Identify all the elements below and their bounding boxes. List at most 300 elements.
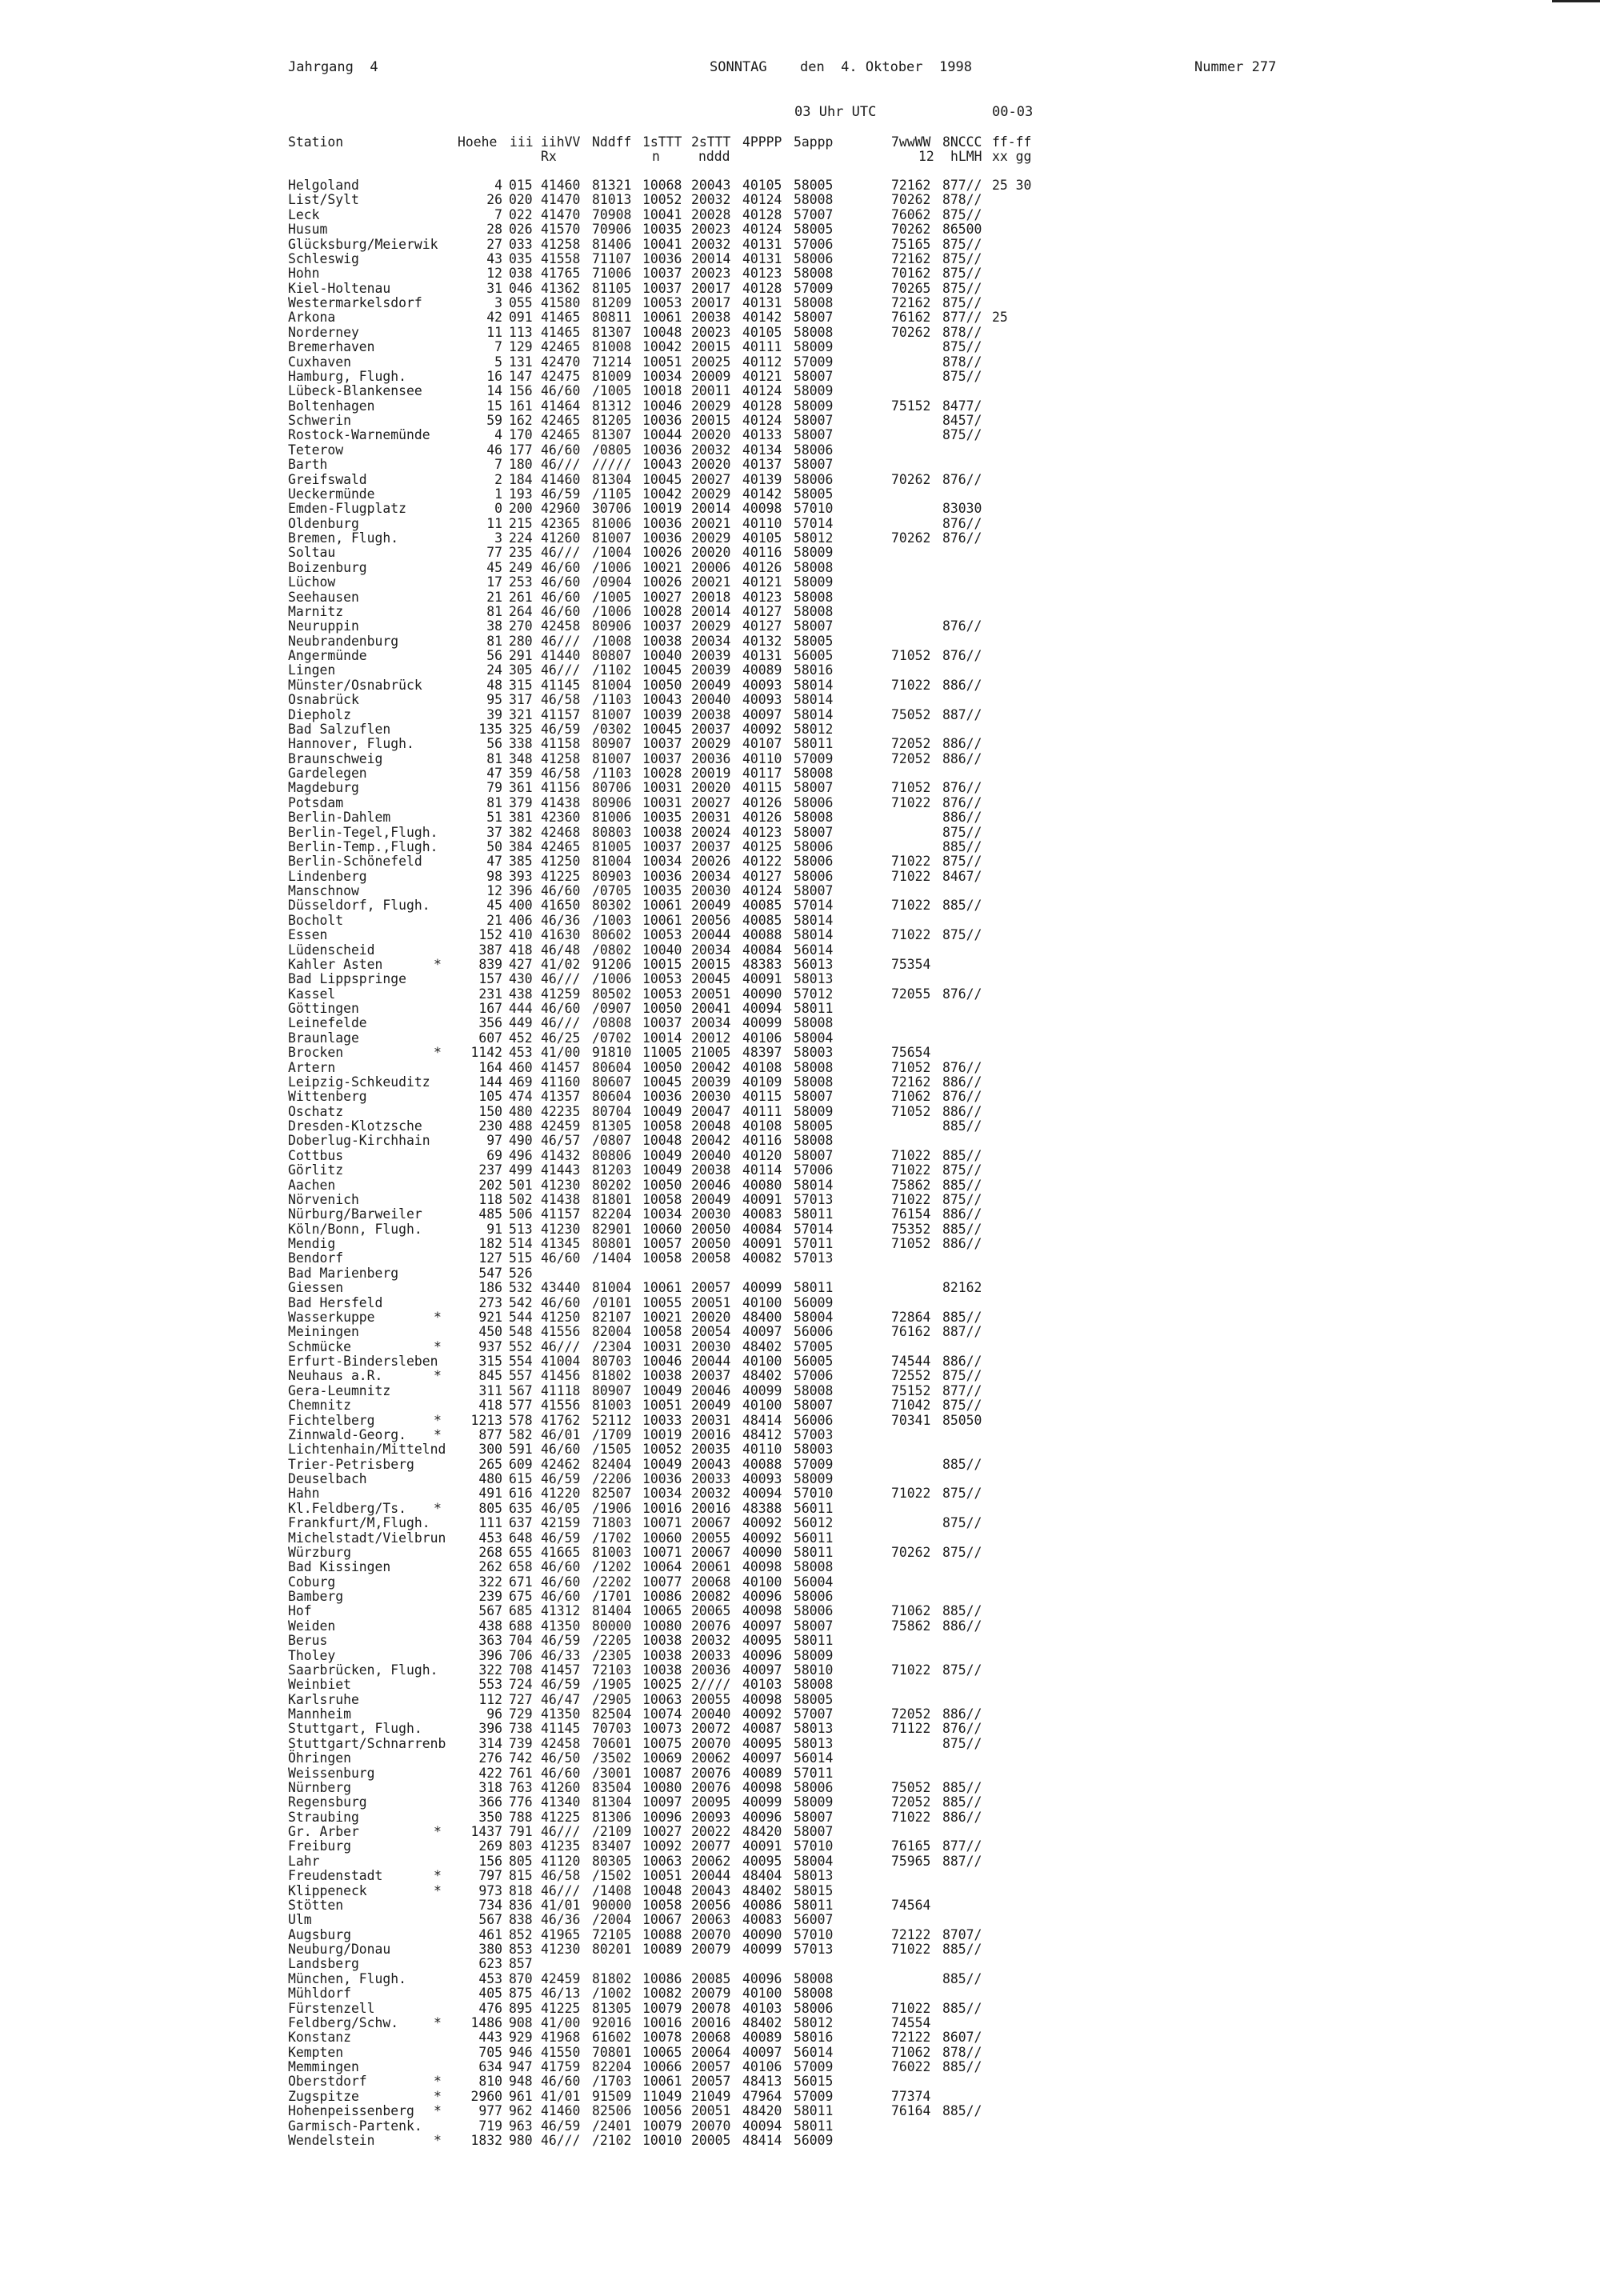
iihvv-cell: 46/47 xyxy=(541,1691,581,1707)
iii-cell: 685 xyxy=(509,1603,533,1619)
ttt2-cell: 20023 xyxy=(691,324,731,340)
appp-cell: 58007 xyxy=(794,824,834,840)
table-row xyxy=(288,222,1088,237)
nccc-cell: 887// xyxy=(942,706,982,722)
table-row xyxy=(288,870,1088,884)
ttt2-cell: 20024 xyxy=(691,824,731,840)
nccc-cell: 885// xyxy=(942,1147,982,1163)
hoehe-cell: 480 xyxy=(478,1471,502,1486)
iii-cell: 035 xyxy=(509,250,533,266)
iihvv-cell: 41460 xyxy=(541,471,581,487)
col-8nccc-sub: hLMH xyxy=(950,149,982,164)
appp-cell: 58006 xyxy=(794,442,834,458)
appp-cell: 58011 xyxy=(794,1897,834,1913)
iii-cell: 382 xyxy=(509,824,533,840)
ttt2-cell: 20014 xyxy=(691,603,731,619)
nddff-cell: 81007 xyxy=(592,706,632,722)
iii-cell: 616 xyxy=(509,1486,533,1502)
nddff-cell: /1004 xyxy=(592,545,632,561)
nddff-cell: /0101 xyxy=(592,1294,632,1310)
hoehe-cell: 1437 xyxy=(470,1824,502,1839)
nddff-cell: /1502 xyxy=(592,1868,632,1884)
iihvv-cell: 42468 xyxy=(541,824,581,840)
ttt2-cell: 20056 xyxy=(691,1897,731,1913)
ttt2-cell: 20029 xyxy=(691,736,731,752)
ttt1-cell: 10087 xyxy=(642,1765,682,1781)
nccc-cell: 885// xyxy=(942,1221,982,1237)
ttt1-cell: 10026 xyxy=(642,574,682,590)
ttt2-cell: 20044 xyxy=(691,1354,731,1369)
pppp-cell: 40095 xyxy=(742,1735,782,1751)
table-row xyxy=(288,1251,1088,1266)
iii-cell: 591 xyxy=(509,1442,533,1458)
hoehe-cell: 547 xyxy=(478,1265,502,1281)
wwww-cell: 74564 xyxy=(891,1897,931,1913)
ttt1-cell: 10073 xyxy=(642,1721,682,1737)
pppp-cell: 40097 xyxy=(742,1750,782,1766)
station-name: Schwerin xyxy=(288,413,351,428)
ttt2-cell: 20034 xyxy=(691,633,731,649)
iihvv-cell: 41/00 xyxy=(541,2014,581,2030)
pppp-cell: 48414 xyxy=(742,2132,782,2148)
iii-cell: 875 xyxy=(509,1986,533,2002)
station-name: Angermünde xyxy=(288,648,367,663)
iihvv-cell: 46/60 xyxy=(541,383,581,399)
nddff-cell: 80602 xyxy=(592,927,632,943)
station-name: Norderney xyxy=(288,324,359,340)
station-table xyxy=(288,178,1088,2148)
iii-cell: 815 xyxy=(509,1868,533,1884)
table-row xyxy=(288,1751,1088,1766)
iii-cell: 513 xyxy=(509,1221,533,1237)
table-row xyxy=(288,693,1088,707)
hoehe-cell: 118 xyxy=(478,1191,502,1207)
nccc-cell: 876// xyxy=(942,1721,982,1737)
iii-cell: 836 xyxy=(509,1897,533,1913)
ttt1-cell: 10051 xyxy=(642,1398,682,1414)
appp-cell: 57013 xyxy=(794,1250,834,1266)
iii-cell: 870 xyxy=(509,1970,533,1986)
ttt1-cell: 10050 xyxy=(642,1177,682,1193)
iihvv-cell: 41145 xyxy=(541,677,581,693)
ttt1-cell: 10097 xyxy=(642,1794,682,1810)
iihvv-cell: 42462 xyxy=(541,1456,581,1472)
iii-cell: 853 xyxy=(509,1942,533,1957)
hoehe-cell: 105 xyxy=(478,1089,502,1105)
station-name: Tholey xyxy=(288,1647,336,1663)
ttt1-cell: 10089 xyxy=(642,1942,682,1957)
wwww-cell: 76162 xyxy=(891,1324,931,1340)
iii-cell: 249 xyxy=(509,559,533,575)
iihvv-cell: 41765 xyxy=(541,266,581,282)
nccc-cell: 875// xyxy=(942,1544,982,1560)
ttt2-cell: 20020 xyxy=(691,1309,731,1325)
hoehe-cell: 921 xyxy=(478,1309,502,1325)
table-row xyxy=(288,355,1088,370)
appp-cell: 56011 xyxy=(794,1500,834,1516)
iii-cell: 706 xyxy=(509,1647,533,1663)
nddff-cell: 61602 xyxy=(592,2030,632,2046)
iihvv-cell: 42465 xyxy=(541,413,581,428)
nddff-cell: /0808 xyxy=(592,1015,632,1031)
ttt2-cell: 20009 xyxy=(691,368,731,384)
iii-cell: 961 xyxy=(509,2088,533,2104)
ttt2-cell: 20058 xyxy=(691,1250,731,1266)
nccc-cell: 876// xyxy=(942,618,982,634)
nddff-cell: 80811 xyxy=(592,310,632,326)
appp-cell: 58009 xyxy=(794,398,834,414)
ttt2-cell: 20016 xyxy=(691,1426,731,1442)
wwww-cell: 70162 xyxy=(891,266,931,282)
pppp-cell: 40099 xyxy=(742,1794,782,1810)
appp-cell: 58016 xyxy=(794,662,834,678)
station-name: Bad Marienberg xyxy=(288,1265,399,1281)
appp-cell: 58008 xyxy=(794,589,834,605)
ttt2-cell: 20018 xyxy=(691,589,731,605)
table-row xyxy=(288,340,1088,354)
nddff-cell: 81305 xyxy=(592,2000,632,2016)
ttt2-cell: 20033 xyxy=(691,1471,731,1486)
appp-cell: 58014 xyxy=(794,927,834,943)
nccc-cell: 876// xyxy=(942,794,982,810)
hoehe-cell: 14 xyxy=(486,383,502,399)
ttt1-cell: 10025 xyxy=(642,1677,682,1693)
iii-cell: 410 xyxy=(509,927,533,943)
pppp-cell: 40109 xyxy=(742,1074,782,1090)
ttt2-cell: 20040 xyxy=(691,1147,731,1163)
pppp-cell: 48420 xyxy=(742,2103,782,2119)
ttt2-cell: 20030 xyxy=(691,1089,731,1105)
ttt2-cell: 20032 xyxy=(691,1486,731,1502)
appp-cell: 58007 xyxy=(794,618,834,634)
hoehe-cell: 152 xyxy=(478,927,502,943)
ttt1-cell: 10034 xyxy=(642,368,682,384)
ttt2-cell: 20015 xyxy=(691,413,731,428)
ttt1-cell: 10034 xyxy=(642,1206,682,1222)
table-row xyxy=(288,282,1088,296)
table-row xyxy=(288,1178,1088,1193)
appp-cell: 58006 xyxy=(794,838,834,854)
ttt1-cell: 10021 xyxy=(642,1309,682,1325)
ttt2-cell: 20048 xyxy=(691,1118,731,1134)
hoehe-cell: 91 xyxy=(486,1221,502,1237)
iii-cell: 177 xyxy=(509,442,533,458)
station-name: Berlin-Tegel,Flugh. xyxy=(288,824,438,840)
wwww-cell: 75862 xyxy=(891,1177,931,1193)
iii-cell: 033 xyxy=(509,236,533,252)
page-edge-line xyxy=(1552,0,1600,2)
station-name: Straubing xyxy=(288,1809,359,1825)
nccc-cell: 885// xyxy=(942,1456,982,1472)
table-row xyxy=(288,546,1088,560)
iihvv-cell: 46/59 xyxy=(541,1677,581,1693)
iihvv-cell: 46/36 xyxy=(541,912,581,928)
nddff-cell: 81009 xyxy=(592,368,632,384)
table-row xyxy=(288,1707,1088,1722)
iii-cell: 577 xyxy=(509,1398,533,1414)
station-name: Kassel xyxy=(288,986,336,1002)
table-row xyxy=(288,1854,1088,1869)
column-headers xyxy=(0,134,1600,166)
appp-cell: 58006 xyxy=(794,868,834,884)
table-row xyxy=(288,1737,1088,1751)
station-name: Kempten xyxy=(288,2044,344,2060)
station-name: Glücksburg/Meierwik xyxy=(288,236,438,252)
nddff-cell: 83504 xyxy=(592,1779,632,1795)
iii-cell: 385 xyxy=(509,854,533,870)
ttt1-cell: 10063 xyxy=(642,1691,682,1707)
pppp-cell: 40120 xyxy=(742,1147,782,1163)
nddff-cell: /1102 xyxy=(592,662,632,678)
nccc-cell: 86500 xyxy=(942,222,982,238)
station-name: Westermarkelsdorf xyxy=(288,295,422,310)
table-row xyxy=(288,2046,1088,2060)
hoehe-cell: 17 xyxy=(486,574,502,590)
appp-cell: 58007 xyxy=(794,368,834,384)
station-name: Teterow xyxy=(288,442,344,458)
ttt2-cell: 20057 xyxy=(691,2059,731,2074)
appp-cell: 56005 xyxy=(794,648,834,663)
ttt1-cell: 10051 xyxy=(642,1868,682,1884)
hoehe-cell: 45 xyxy=(486,559,502,575)
nddff-cell: 81003 xyxy=(592,1398,632,1414)
nddff-cell: 81404 xyxy=(592,1603,632,1619)
iihvv-cell: 42960 xyxy=(541,501,581,517)
ttt1-cell: 10050 xyxy=(642,1059,682,1075)
col-iihvv-sub: Rx xyxy=(541,149,557,164)
wwww-cell: 71022 xyxy=(891,2000,931,2016)
appp-cell: 57014 xyxy=(794,515,834,531)
iihvv-cell: 41665 xyxy=(541,1544,581,1560)
appp-cell: 58013 xyxy=(794,1721,834,1737)
table-row xyxy=(288,458,1088,472)
table-row xyxy=(288,1516,1088,1530)
ttt1-cell: 10037 xyxy=(642,736,682,752)
mountain-marker: * xyxy=(434,2014,442,2030)
iii-cell: 452 xyxy=(509,1030,533,1046)
hoehe-cell: 37 xyxy=(486,824,502,840)
iii-cell: 729 xyxy=(509,1706,533,1722)
nccc-cell: 875// xyxy=(942,206,982,222)
appp-cell: 58003 xyxy=(794,1442,834,1458)
appp-cell: 57005 xyxy=(794,1338,834,1354)
iii-cell: 261 xyxy=(509,589,533,605)
nccc-cell: 875// xyxy=(942,236,982,252)
appp-cell: 58014 xyxy=(794,706,834,722)
ttt2-cell: 2//// xyxy=(691,1677,731,1693)
iii-cell: 038 xyxy=(509,266,533,282)
station-name: Lübeck-Blankensee xyxy=(288,383,422,399)
iii-cell: 724 xyxy=(509,1677,533,1693)
iii-cell: 852 xyxy=(509,1926,533,1942)
nddff-cell: 81304 xyxy=(592,1794,632,1810)
hoehe-cell: 422 xyxy=(478,1765,502,1781)
nddff-cell: 91509 xyxy=(592,2088,632,2104)
wwww-cell: 75152 xyxy=(891,1382,931,1398)
ttt2-cell: 20079 xyxy=(691,1986,731,2002)
ttt2-cell: 20014 xyxy=(691,501,731,517)
nddff-cell: 83407 xyxy=(592,1838,632,1854)
iii-cell: 791 xyxy=(509,1824,533,1839)
table-row xyxy=(288,1119,1088,1134)
pppp-cell: 48402 xyxy=(742,1338,782,1354)
mountain-marker: * xyxy=(434,1426,442,1442)
ttt1-cell: 10036 xyxy=(642,868,682,884)
ttt2-cell: 20011 xyxy=(691,383,731,399)
appp-cell: 58007 xyxy=(794,780,834,796)
appp-cell: 58013 xyxy=(794,1735,834,1751)
mountain-marker: * xyxy=(434,956,442,972)
appp-cell: 58004 xyxy=(794,1853,834,1869)
iii-cell: 184 xyxy=(509,471,533,487)
ttt2-cell: 20036 xyxy=(691,1662,731,1678)
pppp-cell: 40108 xyxy=(742,1059,782,1075)
hoehe-cell: 38 xyxy=(486,618,502,634)
hoehe-cell: 111 xyxy=(478,1515,502,1531)
appp-cell: 58008 xyxy=(794,810,834,826)
ttt2-cell: 20044 xyxy=(691,1868,731,1884)
nccc-cell: 885// xyxy=(942,2000,982,2016)
iihvv-cell: 42458 xyxy=(541,1735,581,1751)
hoehe-cell: 112 xyxy=(478,1691,502,1707)
ttt1-cell: 10082 xyxy=(642,1986,682,2002)
station-name: Dresden-Klotzsche xyxy=(288,1118,422,1134)
ttt2-cell: 20031 xyxy=(691,810,731,826)
iii-cell: 738 xyxy=(509,1721,533,1737)
ttt2-cell: 20043 xyxy=(691,1456,731,1472)
table-row xyxy=(288,987,1088,1002)
nccc-cell: 886// xyxy=(942,1706,982,1722)
ttt2-cell: 20055 xyxy=(691,1691,731,1707)
station-name: Rostock-Warnemünde xyxy=(288,427,430,443)
ttt2-cell: 20067 xyxy=(691,1544,731,1560)
wwww-cell: 71022 xyxy=(891,854,931,870)
date-label: den 4. Oktober 1998 xyxy=(800,59,972,75)
nddff-cell: /1906 xyxy=(592,1500,632,1516)
station-name: Hamburg, Flugh. xyxy=(288,368,407,384)
ttt2-cell: 20020 xyxy=(691,780,731,796)
iihvv-cell: 46/57 xyxy=(541,1133,581,1149)
nddff-cell: 82107 xyxy=(592,1309,632,1325)
ttt2-cell: 20017 xyxy=(691,295,731,310)
appp-cell: 58015 xyxy=(794,1882,834,1898)
ttt2-cell: 20030 xyxy=(691,883,731,898)
station-name: Seehausen xyxy=(288,589,359,605)
issue-number: Nummer 277 xyxy=(1194,59,1277,75)
iihvv-cell: 41345 xyxy=(541,1236,581,1251)
iii-cell: 671 xyxy=(509,1574,533,1590)
ttt1-cell: 10035 xyxy=(642,883,682,898)
nddff-cell: 81105 xyxy=(592,280,632,296)
pppp-cell: 40117 xyxy=(742,766,782,781)
nddff-cell: /2004 xyxy=(592,1912,632,1928)
pppp-cell: 40097 xyxy=(742,2044,782,2060)
iihvv-cell: 42465 xyxy=(541,339,581,355)
ttt2-cell: 20039 xyxy=(691,648,731,663)
hoehe-cell: 127 xyxy=(478,1250,502,1266)
ttt1-cell: 10079 xyxy=(642,2118,682,2134)
station-name: Cuxhaven xyxy=(288,354,351,370)
ttt1-cell: 10019 xyxy=(642,1426,682,1442)
table-row xyxy=(288,428,1088,442)
table-row xyxy=(288,2060,1088,2074)
appp-cell: 58008 xyxy=(794,324,834,340)
iii-cell: 147 xyxy=(509,368,533,384)
appp-cell: 58014 xyxy=(794,692,834,708)
table-row xyxy=(288,1472,1088,1486)
appp-cell: 58007 xyxy=(794,883,834,898)
appp-cell: 56013 xyxy=(794,956,834,972)
appp-cell: 56012 xyxy=(794,1515,834,1531)
hoehe-cell: 31 xyxy=(486,280,502,296)
iihvv-cell: 46/// xyxy=(541,1882,581,1898)
iihvv-cell: 41250 xyxy=(541,1309,581,1325)
nddff-cell: 80806 xyxy=(592,1147,632,1163)
iii-cell: 567 xyxy=(509,1382,533,1398)
iii-cell: 542 xyxy=(509,1294,533,1310)
pppp-cell: 40108 xyxy=(742,1118,782,1134)
pppp-cell: 48397 xyxy=(742,1045,782,1061)
iii-cell: 609 xyxy=(509,1456,533,1472)
hoehe-cell: 318 xyxy=(478,1779,502,1795)
iihvv-cell: 41440 xyxy=(541,648,581,663)
hoehe-cell: 182 xyxy=(478,1236,502,1251)
iii-cell: 131 xyxy=(509,354,533,370)
hoehe-cell: 59 xyxy=(486,413,502,428)
hoehe-cell: 1 xyxy=(494,486,502,502)
nccc-cell: 875// xyxy=(942,854,982,870)
ttt1-cell: 10068 xyxy=(642,178,682,193)
ttt1-cell: 10042 xyxy=(642,339,682,355)
ttt1-cell: 10044 xyxy=(642,427,682,443)
iihvv-cell: 46/// xyxy=(541,1824,581,1839)
iihvv-cell: 46/01 xyxy=(541,1426,581,1442)
iihvv-cell: 46/60 xyxy=(541,883,581,898)
ttt2-cell: 20029 xyxy=(691,486,731,502)
pppp-cell: 40133 xyxy=(742,427,782,443)
ttt1-cell: 10037 xyxy=(642,838,682,854)
ttt2-cell: 20045 xyxy=(691,971,731,987)
hoehe-cell: 1213 xyxy=(470,1412,502,1428)
iihvv-cell: 41/01 xyxy=(541,2088,581,2104)
appp-cell: 58007 xyxy=(794,1147,834,1163)
appp-cell: 58006 xyxy=(794,250,834,266)
pppp-cell: 40084 xyxy=(742,942,782,958)
hoehe-cell: 144 xyxy=(478,1074,502,1090)
table-row xyxy=(288,1105,1088,1119)
nddff-cell: 71214 xyxy=(592,354,632,370)
appp-cell: 58013 xyxy=(794,1868,834,1884)
pppp-cell: 40080 xyxy=(742,1177,782,1193)
iii-cell: 948 xyxy=(509,2074,533,2090)
utc-label: 03 Uhr UTC xyxy=(794,104,877,120)
iii-cell: 763 xyxy=(509,1779,533,1795)
ttt1-cell: 10042 xyxy=(642,486,682,502)
iii-cell: 113 xyxy=(509,324,533,340)
iii-cell: 315 xyxy=(509,677,533,693)
nddff-cell: 30706 xyxy=(592,501,632,517)
mountain-marker: * xyxy=(434,1368,442,1384)
wwww-cell: 71022 xyxy=(891,1162,931,1178)
pppp-cell: 40123 xyxy=(742,589,782,605)
station-name: Wendelstein xyxy=(288,2132,375,2148)
pppp-cell: 40100 xyxy=(742,1574,782,1590)
appp-cell: 58014 xyxy=(794,1177,834,1193)
ttt1-cell: 10038 xyxy=(642,1633,682,1649)
iihvv-cell: 41312 xyxy=(541,1603,581,1619)
pppp-cell: 40085 xyxy=(742,898,782,914)
iii-cell: 548 xyxy=(509,1324,533,1340)
